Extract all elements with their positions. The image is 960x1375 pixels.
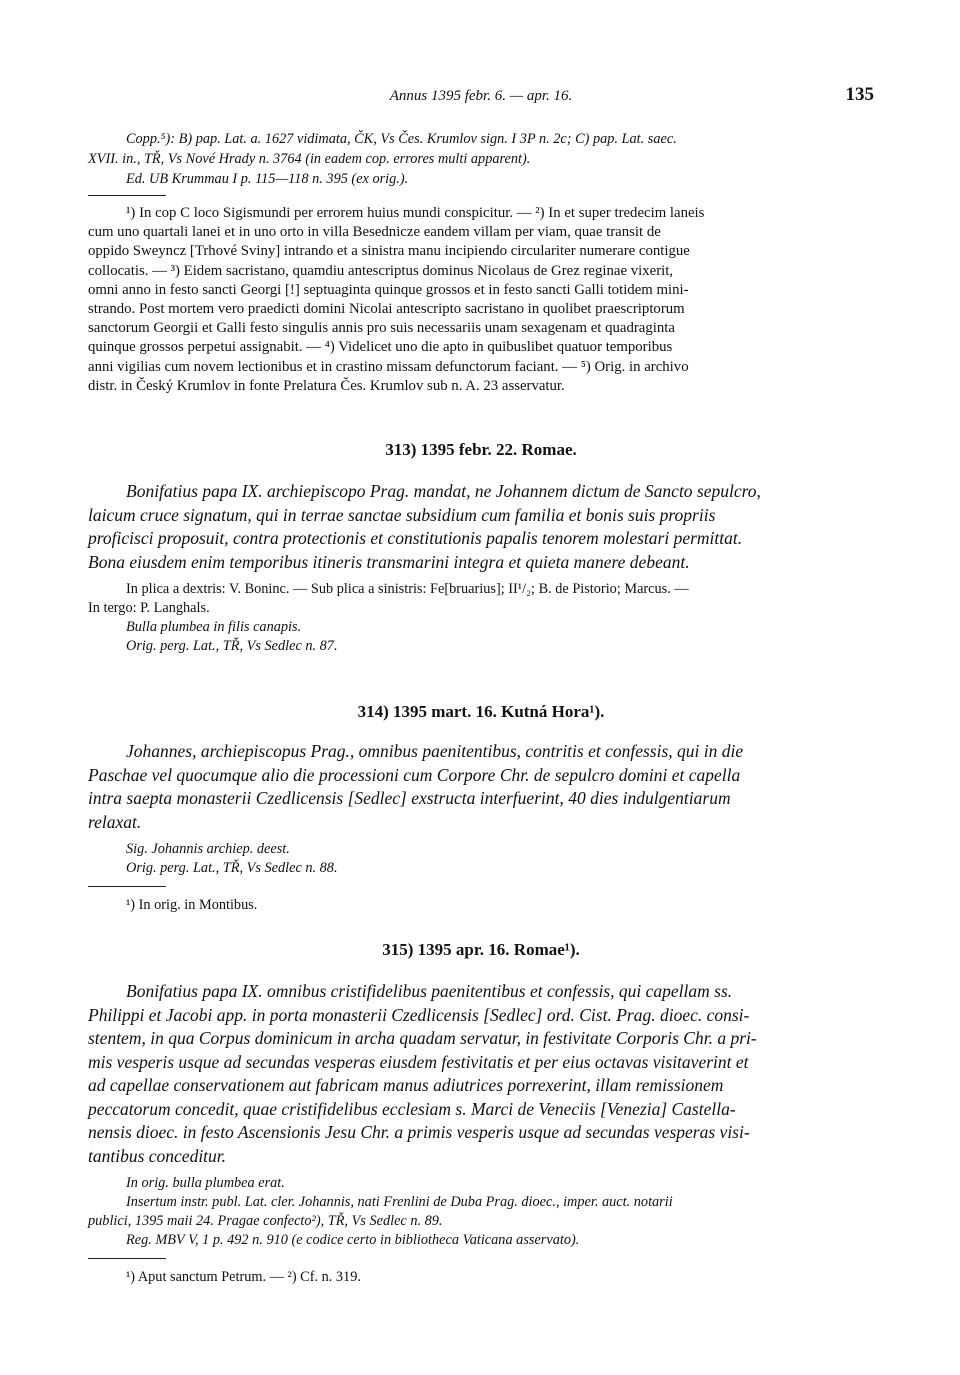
note-line: Orig. perg. Lat., TŘ, Vs Sedlec n. 87. (126, 638, 338, 654)
regest-line: relaxat. (88, 811, 142, 832)
edition-line: Ed. UB Krummau I p. 115—118 n. 395 (ex orig.). (126, 171, 409, 187)
regest-line: nensis dioec. in festo Ascensionis Jesu Chr. a primis vesperis usque ad secundas vesperas visi- (88, 1122, 750, 1142)
copies-line: Copp.⁵): B) pap. Lat. a. 1627 vidimata, ČK, Vs Čes. Krumlov sign. I 3P n. 2c; C) pap. Lat. saec. (126, 131, 677, 147)
entry-314-notes (126, 840, 874, 878)
note-line: In tergo: P. Langhals. (88, 600, 210, 616)
regest-line: intra saepta monasterii Czedlicensis [Sedlec] exstructa interfuerint, 40 dies indulgentiarum (88, 788, 731, 808)
regest-line: Bona eiusdem enim temporibus itineris transmarini integra et quieta manere debeant. (88, 551, 690, 572)
footnote-line: strando. Post mortem vero praedicti domini Nicolai antescripto sacristano in quolibet praescriptorum (88, 301, 685, 318)
footnote-line: collocatis. — ³) Eidem sacristano, quamdiu antescriptus dominus Nicolaus de Grez reginae vixerit, (88, 262, 674, 279)
note-line: Insertum instr. publ. Lat. cler. Johannis, nati Frenlini de Duba Prag. dioec., imper. auct. notarii (126, 1194, 673, 1210)
footnote-line: distr. in Český Krumlov in fonte Prelatura Čes. Krumlov sub n. A. 23 asservatur. (88, 377, 565, 394)
copies-note (88, 129, 874, 189)
entry-313-heading: 313) 1395 febr. 22. Romae. (385, 440, 577, 459)
entry-313-notes (88, 580, 874, 656)
entry-315-footnote: ¹) Aput sanctum Petrum. — ²) Cf. n. 319. (126, 1269, 361, 1285)
footnote-line: ¹) In cop C loco Sigismundi per errorem huius mundi conspicitur. — ²) In et super tredecim laneis (126, 205, 705, 221)
running-header (88, 84, 874, 110)
footnote-rule (88, 886, 166, 887)
regest-line: ad capellae conservationem aut fabricam manus adiutrices porrexerint, illam remissionem (88, 1075, 724, 1095)
entry-315-heading: 315) 1395 apr. 16. Romae¹). (382, 940, 580, 959)
regest-line: proficisci proposuit, contra protectionis et constitutionis papalis tenorem molestari permittat. (88, 528, 743, 548)
entry-314-heading: 314) 1395 mart. 16. Kutná Hora¹). (357, 702, 605, 721)
footnote-line: cum uno quartali lanei et in uno orto in villa Besednicze eandem villam per viam, quae transit de (88, 224, 661, 241)
regest-line: Bonifatius papa IX. omnibus cristifidelibus paenitentibus et confessis, qui capellam ss. (126, 981, 733, 1001)
note-line: In plica a dextris: V. Boninc. — Sub plica a sinistris: Fe[bruarius]; II¹/₂; B. de Pistorio; Marcus. — (126, 581, 689, 597)
note-line: Reg. MBV V, 1 p. 492 n. 910 (e codice certo in bibliotheca Vaticana asservato). (126, 1232, 580, 1248)
regest-line: Bonifatius papa IX. archiepiscopo Prag. mandat, ne Johannem dictum de Sancto sepulcro, (126, 481, 761, 501)
footnote-line: quinque grossos perpetui assignabit. — ⁴) Videlicet uno die apto in quibuslibet quatuor temporibus (88, 339, 673, 356)
entry-314-footnote: ¹) In orig. in Montibus. (126, 897, 258, 913)
regest-line: tantibus conceditur. (88, 1145, 227, 1166)
footnotes-block (88, 204, 874, 396)
note-line: Sig. Johannis archiep. deest. (126, 841, 290, 857)
entry-314-regest (88, 740, 874, 834)
regest-line: mis vesperis usque ad secundas vesperas eiusdem festivitatis et per eius octavas visitaverint et (88, 1051, 749, 1072)
regest-line: Philippi et Jacobi app. in porta monasterii Czedlicensis [Sedlec] ord. Cist. Prag. dioec. consi- (88, 1004, 750, 1025)
regest-line: laicum cruce signatum, qui in terrae sanctae subsidium cum familia et bonis suis propriis (88, 504, 716, 525)
footnote-line: oppido Sweyncz [Trhové Sviny] intrando et a sinistra manu incipiendo circulariter numerare contigue (88, 243, 690, 260)
running-title: Annus 1395 febr. 6. — apr. 16. (389, 88, 573, 104)
footnote-line: omni anno in festo sancti Georgi [!] septuaginta quinque grossos et in festo sancti Galli totidem mini- (88, 281, 689, 298)
entry-315-notes (88, 1174, 874, 1250)
footnote-line: sanctorum Georgii et Galli festo singulis annis pro suis necessariis unam sexagenam et quadraginta (88, 320, 675, 337)
regest-line: Johannes, archiepiscopus Prag., omnibus paenitentibus, contritis et confessis, qui in die (126, 741, 744, 761)
entry-313-regest (88, 480, 874, 574)
footnote-rule (88, 195, 166, 196)
page-number: 135 (845, 84, 874, 105)
note-line: Bulla plumbea in filis canapis. (126, 619, 302, 635)
copies-line: XVII. in., TŘ, Vs Nové Hrady n. 3764 (in eadem cop. errores multi apparent). (88, 151, 531, 167)
entry-315-regest (88, 980, 874, 1168)
footnote-line: anni vigilias cum novem lectionibus et in crastino missam defunctorum faciant. — ⁵) Orig. in archivo (88, 358, 689, 375)
footnote-rule (88, 1258, 166, 1259)
note-line: Orig. perg. Lat., TŘ, Vs Sedlec n. 88. (126, 860, 338, 876)
regest-line: peccatorum concedit, quae cristifidelibus ecclesiam s. Marci de Veneciis [Venezia] Castella- (88, 1098, 736, 1119)
note-line: publici, 1395 maii 24. Pragae confecto²), TŘ, Vs Sedlec n. 89. (88, 1213, 443, 1229)
regest-line: Paschae vel quocumque alio die processioni cum Corpore Chr. de sepulcro domini et capella (88, 764, 741, 785)
note-line: In orig. bulla plumbea erat. (126, 1175, 285, 1191)
regest-line: stentem, in qua Corpus dominicum in archa quadam servatur, in festivitate Corporis Chr. a pri- (88, 1028, 757, 1048)
